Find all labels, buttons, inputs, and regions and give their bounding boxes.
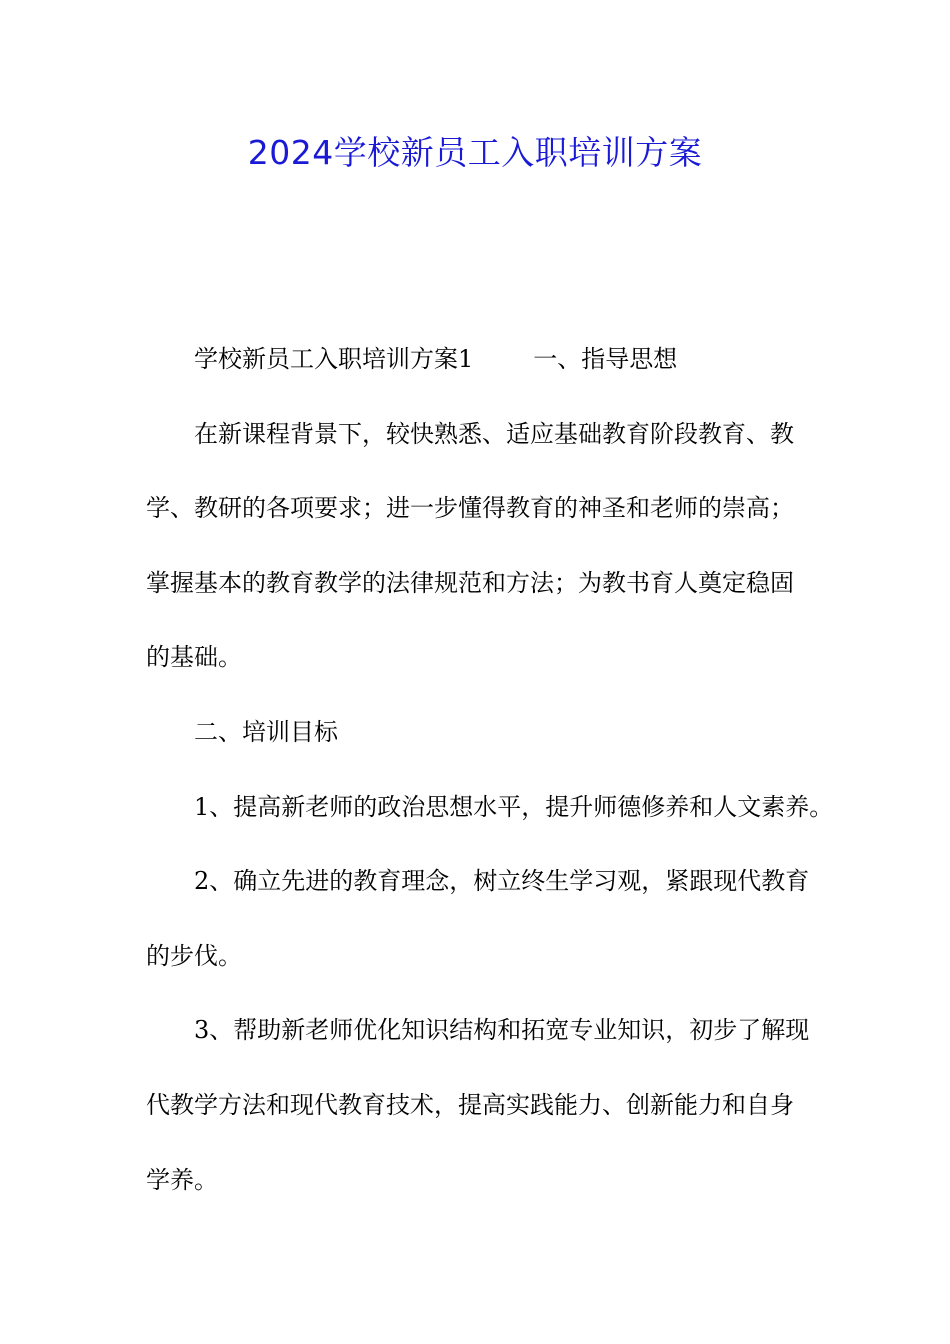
section-heading-training-goals: 二、培训目标: [194, 717, 338, 746]
body-line: 的基础。: [146, 643, 242, 672]
body-line: 1、提高新老师的政治思想水平，提升师德修养和人文素养。: [194, 792, 834, 821]
body-line: 掌握基本的教育教学的法律规范和方法；为教书育人奠定稳固: [146, 568, 794, 597]
body-line: 学养。: [146, 1165, 218, 1194]
body-line: 的步伐。: [146, 941, 242, 970]
body-line: 在新课程背景下，较快熟悉、适应基础教育阶段教育、教: [194, 419, 794, 448]
body-line: [146, 322, 814, 397]
document-title: 2024学校新员工入职培训方案: [247, 133, 703, 172]
body-line: 2、确立先进的教育理念，树立终生学习观，紧跟现代教育: [194, 867, 810, 896]
body-line: 学、教研的各项要求；进一步懂得教育的神圣和老师的崇高；: [146, 494, 794, 523]
section-heading-intro: 学校新员工入职培训方案1: [194, 345, 474, 373]
document-body: [146, 322, 834, 1217]
body-line: 代教学方法和现代教育技术，提高实践能力、创新能力和自身: [146, 1090, 794, 1119]
section-heading-guiding-thought: 一、指导思想: [533, 345, 678, 373]
body-line: 3、帮助新老师优化知识结构和拓宽专业知识，初步了解现: [194, 1016, 810, 1045]
